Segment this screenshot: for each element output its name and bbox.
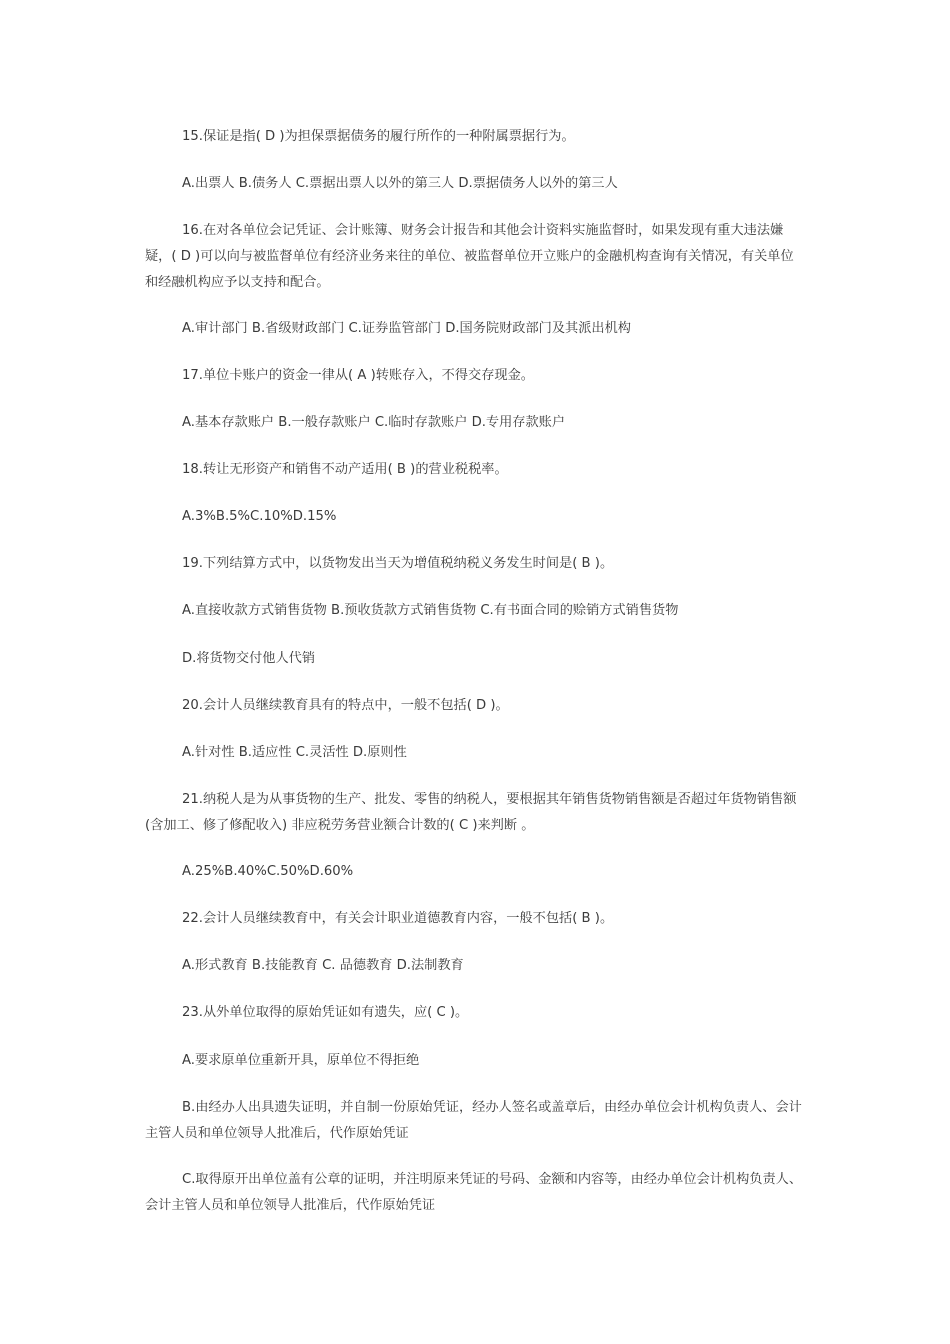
question-21-options: A.25%B.40%C.50%D.60% [182,864,354,879]
question-19: 19.下列结算方式中，以货物发出当天为增值税纳税义务发生时间是( B )。 [182,556,614,571]
question-15: 15.保证是指( D )为担保票据债务的履行所作的一种附属票据行为。 [182,129,575,144]
question-17: 17.单位卡账户的资金一律从( A )转账存入，不得交存现金。 [182,368,534,383]
question-19-options: A.直接收款方式销售货物 B.预收货款方式销售货物 C.有书面合同的赊销方式销售货物 [182,603,679,618]
question-16-options: A.审计部门 B.省级财政部门 C.证券监管部门 D.国务院财政部门及其派出机构 [182,321,631,336]
question-18-options: A.3%B.5%C.10%D.15% [182,509,337,524]
question-15-options: A.出票人 B.债务人 C.票据出票人以外的第三人 D.票据债务人以外的第三人 [182,176,618,191]
question-23-option-b: B.由经办人出具遗失证明，并自制一份原始凭证，经办人签名或盖章后，由经办单位会计机构负责人、会计主管人员和单位领导人批准后，代作原始凭证 [145,1100,802,1141]
question-23-option-c: C.取得原开出单位盖有公章的证明，并注明原来凭证的号码、金额和内容等，由经办单位会计机构负责人、会计主管人员和单位领导人批准后，代作原始凭证 [145,1172,803,1213]
question-23: 23.从外单位取得的原始凭证如有遗失，应( C )。 [182,1005,469,1020]
question-18: 18.转让无形资产和销售不动产适用( B )的营业税税率。 [182,462,508,477]
question-20: 20.会计人员继续教育具有的特点中，一般不包括( D )。 [182,698,509,713]
question-19-options-continued: D.将货物交付他人代销 [182,651,316,666]
question-22-options: A.形式教育 B.技能教育 C. 品德教育 D.法制教育 [182,958,464,973]
question-21: 21.纳税人是为从事货物的生产、批发、零售的纳税人，要根据其年销售货物销售额是否超过年货物销售额(含加工、修了修配收入) 非应税劳务营业额合计数的( C )来判断 。 [145,792,797,833]
question-22: 22.会计人员继续教育中，有关会计职业道德教育内容，一般不包括( B )。 [182,911,614,926]
question-16: 16.在对各单位会记凭证、会计账簿、财务会计报告和其他会计资料实施监督时，如果发现有重大违法嫌疑，( D )可以向与被监督单位有经济业务来往的单位、被监督单位开立账户的金融机构查询有关情况，有关单位和经融机构应予以支持和配合。 [145,223,794,290]
question-20-options: A.针对性 B.适应性 C.灵活性 D.原则性 [182,745,407,760]
question-23-option-a: A.要求原单位重新开具，原单位不得拒绝 [182,1053,420,1068]
question-17-options: A.基本存款账户 B.一般存款账户 C.临时存款账户 D.专用存款账户 [182,415,566,430]
